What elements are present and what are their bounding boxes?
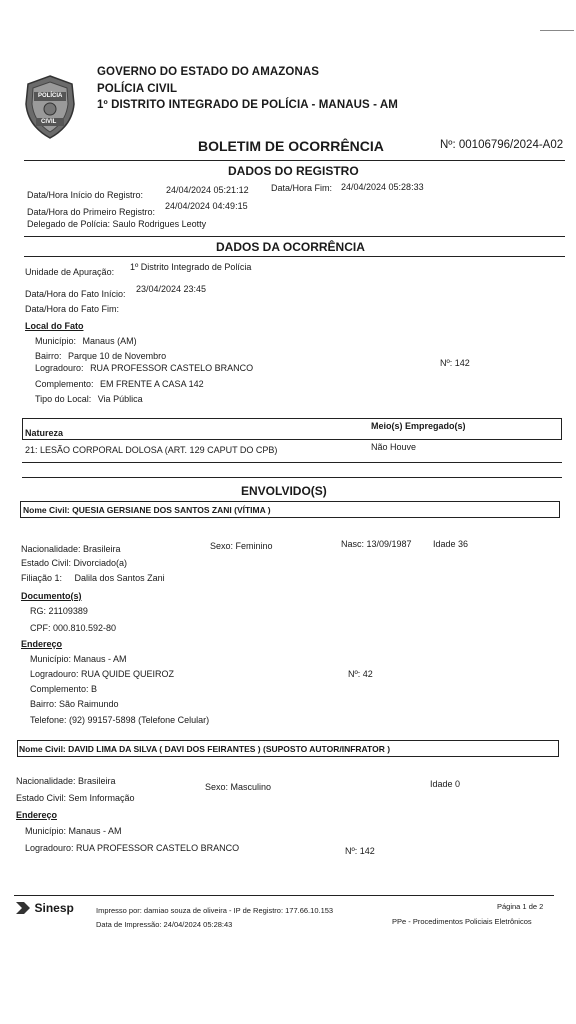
vitima-rg: RG: 21109389 xyxy=(30,606,88,616)
fato-fim-label: Data/Hora do Fato Fim: xyxy=(25,304,120,314)
vitima-bairro: Bairro: São Raimundo xyxy=(30,699,119,709)
seal-text-bottom: CIVIL xyxy=(41,119,57,125)
vitima-sexo: Sexo: Feminino xyxy=(210,541,273,551)
meio-header: Meio(s) Empregado(s) xyxy=(371,421,466,431)
sinesp-logo-text: Sinesp xyxy=(34,901,74,915)
vitima-numero: Nº: 42 xyxy=(348,669,373,679)
vitima-municipio: Município: Manaus - AM xyxy=(30,654,127,664)
local-logradouro-label: Logradouro: xyxy=(35,363,84,373)
corner-mark xyxy=(540,30,574,31)
footer-ppe: PPe - Procedimentos Policiais Eletrônicos xyxy=(392,917,532,926)
local-tipo xyxy=(35,394,143,404)
page-title: BOLETIM DE OCORRÊNCIA xyxy=(198,138,384,154)
vitima-nacionalidade: Nacionalidade: Brasileira xyxy=(21,544,121,554)
local-bairro-label: Bairro: xyxy=(35,351,62,361)
local-municipio-value: Manaus (AM) xyxy=(82,336,137,346)
autor-idade: Idade 0 xyxy=(430,779,461,789)
autor-logradouro: Logradouro: RUA PROFESSOR CASTELO BRANCO xyxy=(25,843,240,853)
header-line-2: POLÍCIA CIVIL xyxy=(97,83,178,95)
registro-primeiro-label: Data/Hora do Primeiro Registro: xyxy=(27,207,156,217)
header-line-3: 1º DISTRITO INTEGRADO DE POLÍCIA - MANAUS - AM xyxy=(97,99,398,111)
footer-data-impressao: Data de Impressão: 24/04/2024 05:28:43 xyxy=(96,920,233,929)
local-tipo-value: Via Pública xyxy=(97,394,143,404)
registro-delegado: Delegado de Polícia: Saulo Rodrigues Leotty xyxy=(27,219,207,229)
vitima-filiacao-value: Dalila dos Santos Zani xyxy=(74,573,165,583)
natureza-divider xyxy=(22,462,562,463)
local-bairro xyxy=(35,351,166,361)
registro-fim-label: Data/Hora Fim: xyxy=(271,183,333,193)
autor-nome: Nome Civil: DAVID LIMA DA SILVA ( DAVI DOS FEIRANTES ) (SUPOSTO AUTOR/INFRATOR ) xyxy=(19,744,391,754)
fato-inicio-label: Data/Hora do Fato Início: xyxy=(25,289,126,299)
seal-text-top: POLÍCIA xyxy=(38,93,63,99)
natureza-value: 21: LESÃO CORPORAL DOLOSA (ART. 129 CAPUT DO CPB) xyxy=(25,445,278,455)
autor-endereco-title: Endereço xyxy=(16,810,58,820)
police-seal-icon xyxy=(22,74,78,140)
unidade-label: Unidade de Apuração: xyxy=(25,267,115,277)
vitima-logradouro: Logradouro: RUA QUIDE QUEIROZ xyxy=(30,669,175,679)
registro-primeiro-value: 24/04/2024 04:49:15 xyxy=(165,201,248,211)
autor-numero: Nº: 142 xyxy=(345,846,375,856)
autor-nacionalidade: Nacionalidade: Brasileira xyxy=(16,776,116,786)
bo-number: Nº: 00106796/2024-A02 xyxy=(440,139,564,151)
registro-inicio-label: Data/Hora Início do Registro: xyxy=(27,190,144,200)
local-complemento-label: Complemento: xyxy=(35,379,94,389)
local-complemento-value: EM FRENTE A CASA 142 xyxy=(100,379,204,389)
vitima-filiacao-label: Filiação 1: xyxy=(21,573,63,583)
vitima-documentos-title: Documento(s) xyxy=(21,591,82,601)
footer-impresso: Impresso por: damiao souza de oliveira - IP de Registro: 177.66.10.153 xyxy=(96,906,334,915)
sinesp-logo xyxy=(14,900,74,916)
local-numero: Nº: 142 xyxy=(440,358,470,368)
local-logradouro xyxy=(35,363,253,373)
footer-pagina: Página 1 de 2 xyxy=(497,902,544,911)
vitima-telefone: Telefone: (92) 99157-5898 (Telefone Celular) xyxy=(30,715,210,725)
vitima-filiacao xyxy=(21,573,165,583)
footer-divider xyxy=(14,895,554,896)
ocorrencia-header-divider xyxy=(24,256,565,257)
local-tipo-label: Tipo do Local: xyxy=(35,394,92,404)
title-divider xyxy=(24,160,565,161)
registro-fim-value: 24/04/2024 05:28:33 xyxy=(341,182,424,192)
vitima-cpf: CPF: 000.810.592-80 xyxy=(30,623,117,633)
vitima-complemento: Complemento: B xyxy=(30,684,98,694)
header-line-1: GOVERNO DO ESTADO DO AMAZONAS xyxy=(97,66,320,78)
local-complemento xyxy=(35,379,204,389)
vitima-nome: Nome Civil: QUESIA GERSIANE DOS SANTOS ZANI (VÍTIMA ) xyxy=(23,505,271,515)
local-logradouro-value: RUA PROFESSOR CASTELO BRANCO xyxy=(90,363,254,373)
envolvidos-divider xyxy=(22,477,562,478)
section-dados-ocorrencia: DADOS DA OCORRÊNCIA xyxy=(216,240,365,254)
autor-estado-civil: Estado Civil: Sem Informação xyxy=(16,793,135,803)
registro-inicio-value: 24/04/2024 05:21:12 xyxy=(166,185,249,195)
autor-sexo: Sexo: Masculino xyxy=(205,782,272,792)
vitima-idade: Idade 36 xyxy=(433,539,469,549)
local-municipio xyxy=(35,336,137,346)
section-dados-registro: DADOS DO REGISTRO xyxy=(228,164,359,178)
sinesp-logo-icon xyxy=(14,900,32,916)
fato-inicio-value: 23/04/2024 23:45 xyxy=(136,284,207,294)
local-bairro-value: Parque 10 de Novembro xyxy=(68,351,167,361)
meio-value: Não Houve xyxy=(371,442,417,452)
local-do-fato-title: Local do Fato xyxy=(25,321,84,331)
vitima-nasc: Nasc: 13/09/1987 xyxy=(341,539,412,549)
autor-municipio: Município: Manaus - AM xyxy=(25,826,122,836)
local-municipio-label: Município: xyxy=(35,336,77,346)
vitima-estado-civil: Estado Civil: Divorciado(a) xyxy=(21,558,128,568)
unidade-value: 1º Distrito Integrado de Polícia xyxy=(130,262,252,272)
registro-divider xyxy=(24,236,565,237)
vitima-endereco-title: Endereço xyxy=(21,639,63,649)
natureza-header: Natureza xyxy=(25,428,64,438)
natureza-header-box xyxy=(22,418,562,440)
section-envolvidos: ENVOLVIDO(S) xyxy=(241,484,327,498)
